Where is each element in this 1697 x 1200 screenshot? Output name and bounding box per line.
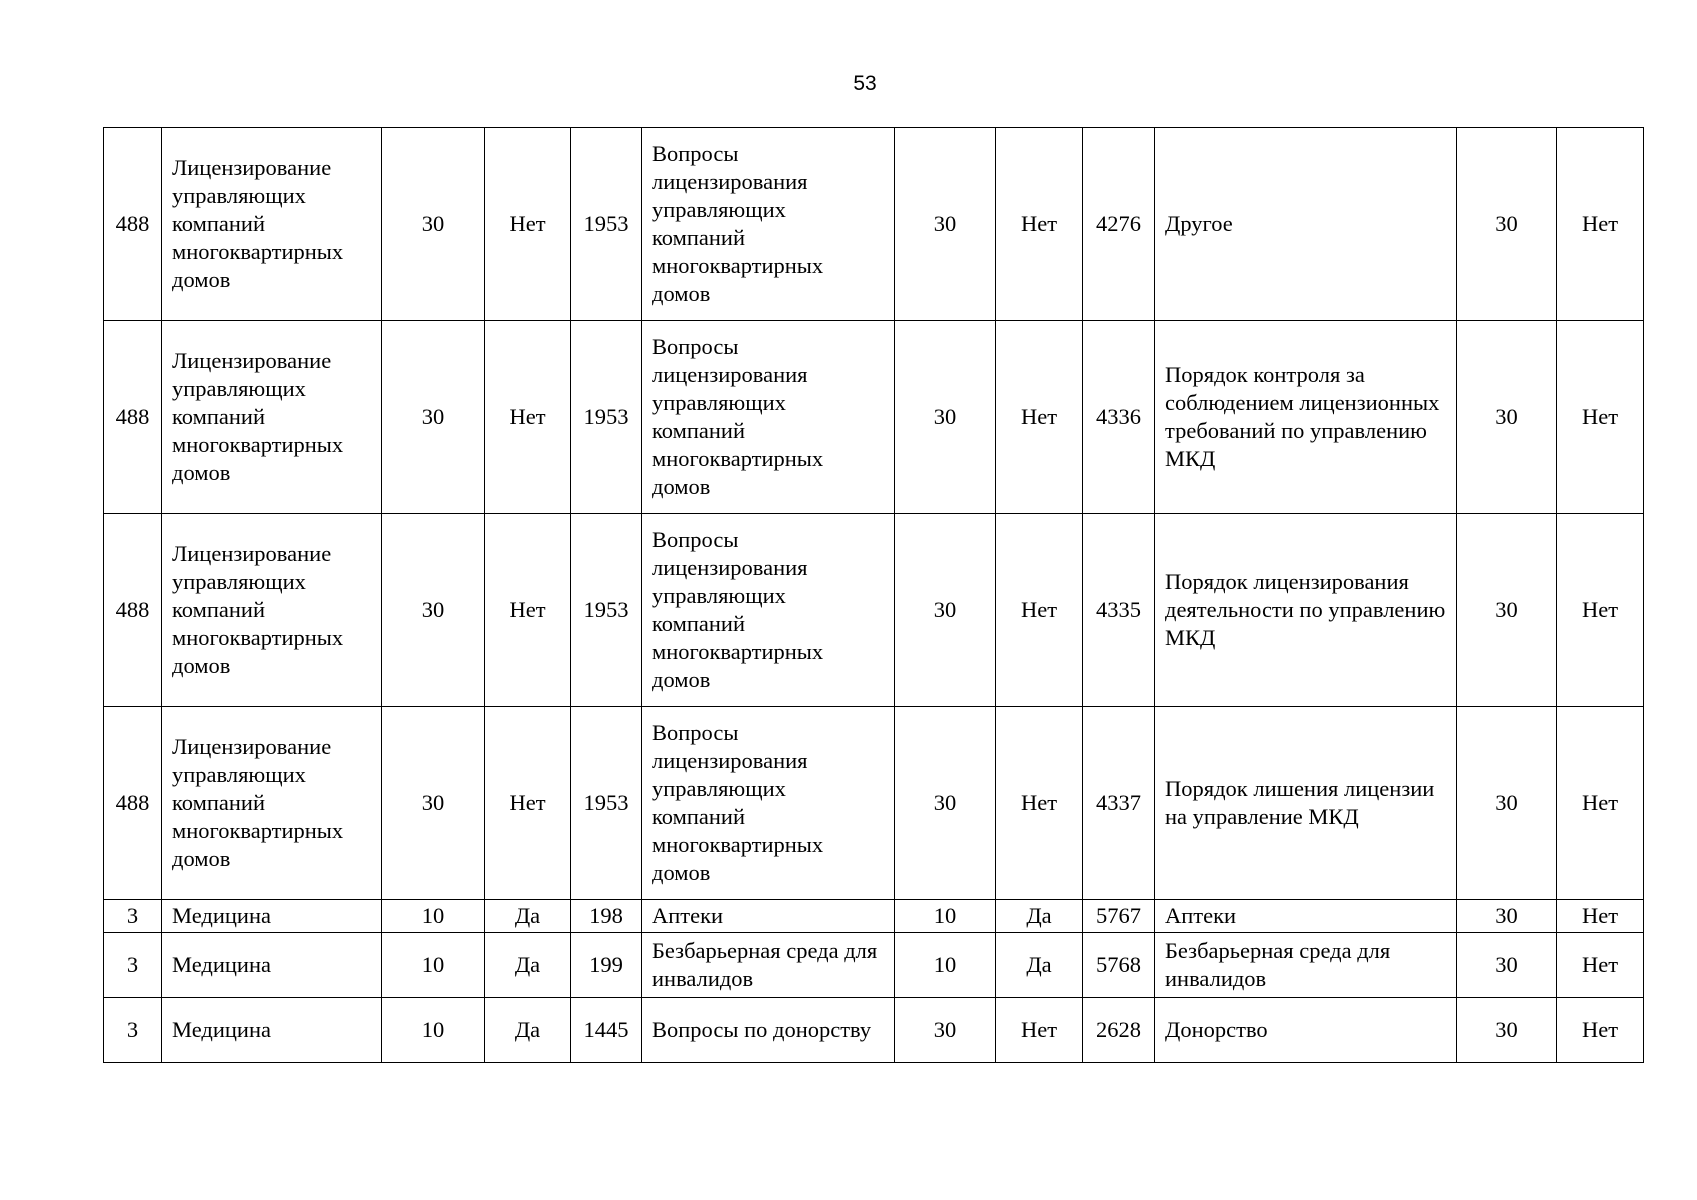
topic-code-cell: 199	[571, 933, 642, 998]
section-days-cell: 10	[382, 900, 485, 933]
question-code-cell: 4276	[1083, 128, 1155, 321]
section-name-cell: Медицина	[162, 998, 382, 1063]
topic-name-cell: Вопросы лицензирования управляющих компаний многоквартирных домов	[642, 321, 895, 514]
question-days-cell: 30	[1457, 514, 1557, 707]
question-flag-cell: Нет	[1557, 707, 1644, 900]
section-code-cell: 488	[104, 707, 162, 900]
table-row	[104, 998, 1644, 1063]
topic-days-cell: 30	[895, 998, 996, 1063]
question-name-cell: Безбарьерная среда для инвалидов	[1155, 933, 1457, 998]
topic-days-cell: 30	[895, 707, 996, 900]
topic-code-cell: 1953	[571, 128, 642, 321]
question-name-cell: Порядок лицензирования деятельности по управлению МКД	[1155, 514, 1457, 707]
topic-flag-cell: Нет	[996, 128, 1083, 321]
question-code-cell: 5767	[1083, 900, 1155, 933]
topic-code-cell: 1953	[571, 514, 642, 707]
section-flag-cell: Нет	[485, 128, 571, 321]
section-code-cell: 3	[104, 933, 162, 998]
question-days-cell: 30	[1457, 128, 1557, 321]
topic-code-cell: 198	[571, 900, 642, 933]
question-code-cell: 4335	[1083, 514, 1155, 707]
section-flag-cell: Да	[485, 933, 571, 998]
section-code-cell: 488	[104, 128, 162, 321]
question-code-cell: 4337	[1083, 707, 1155, 900]
question-days-cell: 30	[1457, 933, 1557, 998]
topic-days-cell: 30	[895, 514, 996, 707]
topic-flag-cell: Нет	[996, 707, 1083, 900]
question-code-cell: 2628	[1083, 998, 1155, 1063]
topic-name-cell: Безбарьерная среда для инвалидов	[642, 933, 895, 998]
section-flag-cell: Нет	[485, 707, 571, 900]
section-days-cell: 10	[382, 998, 485, 1063]
section-code-cell: 488	[104, 321, 162, 514]
topic-code-cell: 1953	[571, 321, 642, 514]
question-days-cell: 30	[1457, 900, 1557, 933]
question-name-cell: Другое	[1155, 128, 1457, 321]
topic-name-cell: Вопросы лицензирования управляющих компаний многоквартирных домов	[642, 514, 895, 707]
classifier-table	[103, 127, 1644, 1063]
question-code-cell: 5768	[1083, 933, 1155, 998]
topic-name-cell: Вопросы лицензирования управляющих компаний многоквартирных домов	[642, 707, 895, 900]
section-flag-cell: Да	[485, 900, 571, 933]
section-code-cell: 488	[104, 514, 162, 707]
topic-days-cell: 10	[895, 900, 996, 933]
question-name-cell: Порядок лишения лицензии на управление МКД	[1155, 707, 1457, 900]
table-row	[104, 900, 1644, 933]
question-flag-cell: Нет	[1557, 998, 1644, 1063]
section-days-cell: 30	[382, 321, 485, 514]
topic-flag-cell: Да	[996, 933, 1083, 998]
topic-name-cell: Вопросы лицензирования управляющих компаний многоквартирных домов	[642, 128, 895, 321]
topic-name-cell: Аптеки	[642, 900, 895, 933]
section-flag-cell: Да	[485, 998, 571, 1063]
question-name-cell: Порядок контроля за соблюдением лицензионных требований по управлению МКД	[1155, 321, 1457, 514]
topic-flag-cell: Нет	[996, 514, 1083, 707]
table-row	[104, 707, 1644, 900]
section-code-cell: 3	[104, 900, 162, 933]
question-name-cell: Аптеки	[1155, 900, 1457, 933]
question-days-cell: 30	[1457, 707, 1557, 900]
table-row	[104, 321, 1644, 514]
section-flag-cell: Нет	[485, 321, 571, 514]
question-flag-cell: Нет	[1557, 900, 1644, 933]
section-name-cell: Лицензирование управляющих компаний многоквартирных домов	[162, 707, 382, 900]
topic-days-cell: 30	[895, 321, 996, 514]
topic-code-cell: 1445	[571, 998, 642, 1063]
question-flag-cell: Нет	[1557, 933, 1644, 998]
section-flag-cell: Нет	[485, 514, 571, 707]
topic-days-cell: 10	[895, 933, 996, 998]
section-days-cell: 10	[382, 933, 485, 998]
section-days-cell: 30	[382, 707, 485, 900]
page-number: 53	[853, 72, 877, 95]
question-name-cell: Донорство	[1155, 998, 1457, 1063]
section-days-cell: 30	[382, 128, 485, 321]
topic-days-cell: 30	[895, 128, 996, 321]
section-days-cell: 30	[382, 514, 485, 707]
section-code-cell: 3	[104, 998, 162, 1063]
topic-flag-cell: Нет	[996, 998, 1083, 1063]
section-name-cell: Медицина	[162, 900, 382, 933]
question-flag-cell: Нет	[1557, 514, 1644, 707]
question-days-cell: 30	[1457, 321, 1557, 514]
question-flag-cell: Нет	[1557, 128, 1644, 321]
table-row	[104, 128, 1644, 321]
question-code-cell: 4336	[1083, 321, 1155, 514]
topic-flag-cell: Да	[996, 900, 1083, 933]
section-name-cell: Лицензирование управляющих компаний многоквартирных домов	[162, 514, 382, 707]
question-flag-cell: Нет	[1557, 321, 1644, 514]
table-row	[104, 514, 1644, 707]
topic-code-cell: 1953	[571, 707, 642, 900]
topic-name-cell: Вопросы по донорству	[642, 998, 895, 1063]
section-name-cell: Лицензирование управляющих компаний многоквартирных домов	[162, 128, 382, 321]
section-name-cell: Лицензирование управляющих компаний многоквартирных домов	[162, 321, 382, 514]
table-row	[104, 933, 1644, 998]
section-name-cell: Медицина	[162, 933, 382, 998]
question-days-cell: 30	[1457, 998, 1557, 1063]
topic-flag-cell: Нет	[996, 321, 1083, 514]
